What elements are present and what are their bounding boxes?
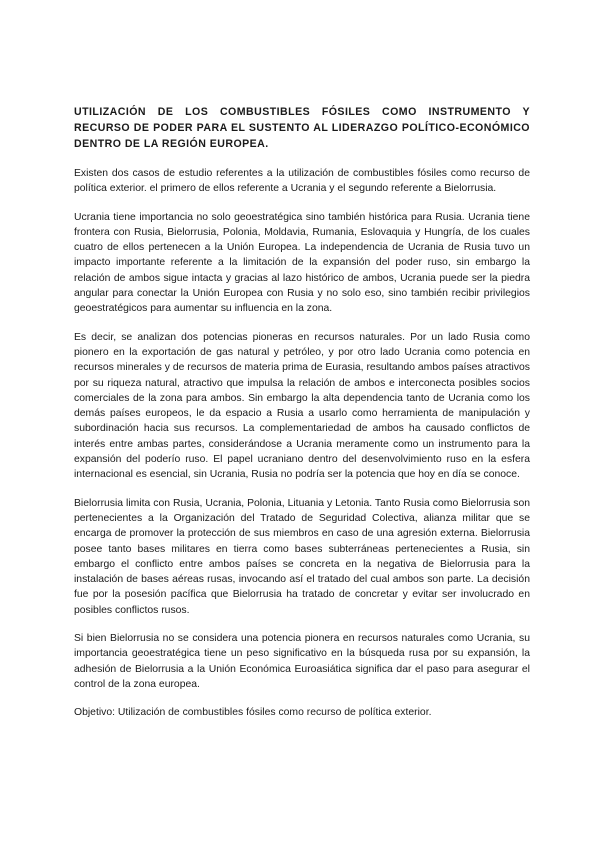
paragraph-potencias: Es decir, se analizan dos potencias pioneras en recursos naturales. Por un lado Rusia como pionero en la exportación de gas natural y petróleo, y por otro lado Ucrania como potencia en recursos minerales y de recursos de materia prima de Eurasia, resultando ambos países atractivos por su riqueza natural, atractivo que impulsa la relación de ambos e interconecta posibles socios comerciales de la zona para ambos. Sin embargo la alta dependencia tanto de Ucrania como los demás países europeos, le da espacio a Rusia a usarlo como herramienta de manipulación y subordinación hacia sus recursos. La complementariedad de ambos ha causado conflictos de interés entre ambas partes, considerándose a Ucrania meramente como un instrumento para la expansión del poderío ruso. El papel ucraniano dentro del desenvolvimiento ruso en la esfera internacional es esencial, sin Ucrania, Rusia no podría ser la potencia que hoy en día se conoce. bbox=[74, 331, 530, 481]
document-title: UTILIZACIÓN DE LOS COMBUSTIBLES FÓSILES COMO INSTRUMENTO Y RECURSO DE PODER PARA EL SUSTENTO AL LIDERAZGO POLÍTICO-ECONÓMICO DENTRO DE LA REGIÓN EUROPEA. bbox=[74, 106, 530, 150]
paragraph-intro: Existen dos casos de estudio referentes a la utilización de combustibles fósiles como recurso de política exterior. el primero de ellos referente a Ucrania y el segundo referente a Bielorrusia. bbox=[74, 168, 530, 195]
document-page bbox=[74, 104, 530, 734]
paragraph-objetivo: Objetivo: Utilización de combustibles fósiles como recurso de política exterior. bbox=[74, 707, 432, 719]
paragraph-geoestrategia: Si bien Bielorrusia no se considera una potencia pionera en recursos naturales como Ucrania, su importancia geoestratégica tiene un peso significativo en la búsqueda rusa por su expansión, la adhesión de Bielorrusia a la Unión Económica Euroasiática significa dar el paso para asegurar el control de la zona europea. bbox=[74, 633, 530, 690]
paragraph-bielorrusia: Bielorrusia limita con Rusia, Ucrania, Polonia, Lituania y Letonia. Tanto Rusia como Bielorrusia son pertenecientes a la Organización del Tratado de Seguridad Colectiva, alianza militar que se encarga de promover la protección de sus miembros en caso de una agresión externa. Bielorrusia posee tanto bases militares en tierra como bases subterráneas pertenecientes a Rusia, sin embargo el conflicto entre ambos países se concreta en la negativa de Bielorrusia para la instalación de bases aéreas rusas, invocando así el tratado del cual ambos son parte. La decisión fue por la posesión pacífica que Bielorrusia ha tratado de concretar y evitar ser involucrado en posibles conflictos rusos. bbox=[74, 497, 530, 616]
paragraph-ucrania: Ucrania tiene importancia no solo geoestratégica sino también histórica para Rusia. Ucrania tiene frontera con Rusia, Bielorrusia, Polonia, Moldavia, Rumania, Eslovaquia y Hungría, de los cuales cuatro de ellos pertenecen a la Unión Europea. La independencia de Ucrania de Rusia tuvo un impacto importante referente a la limitación de la expansión del poder ruso, sin embargo la relación de ambos sigue intacta y gracias al lazo histórico de ambos, Ucrania puede ser la piedra angular para conectar la Unión Europea con Rusia y no solo eso, sino también recibir privilegios geoestratégicos para aumentar su influencia en la zona. bbox=[74, 211, 530, 315]
